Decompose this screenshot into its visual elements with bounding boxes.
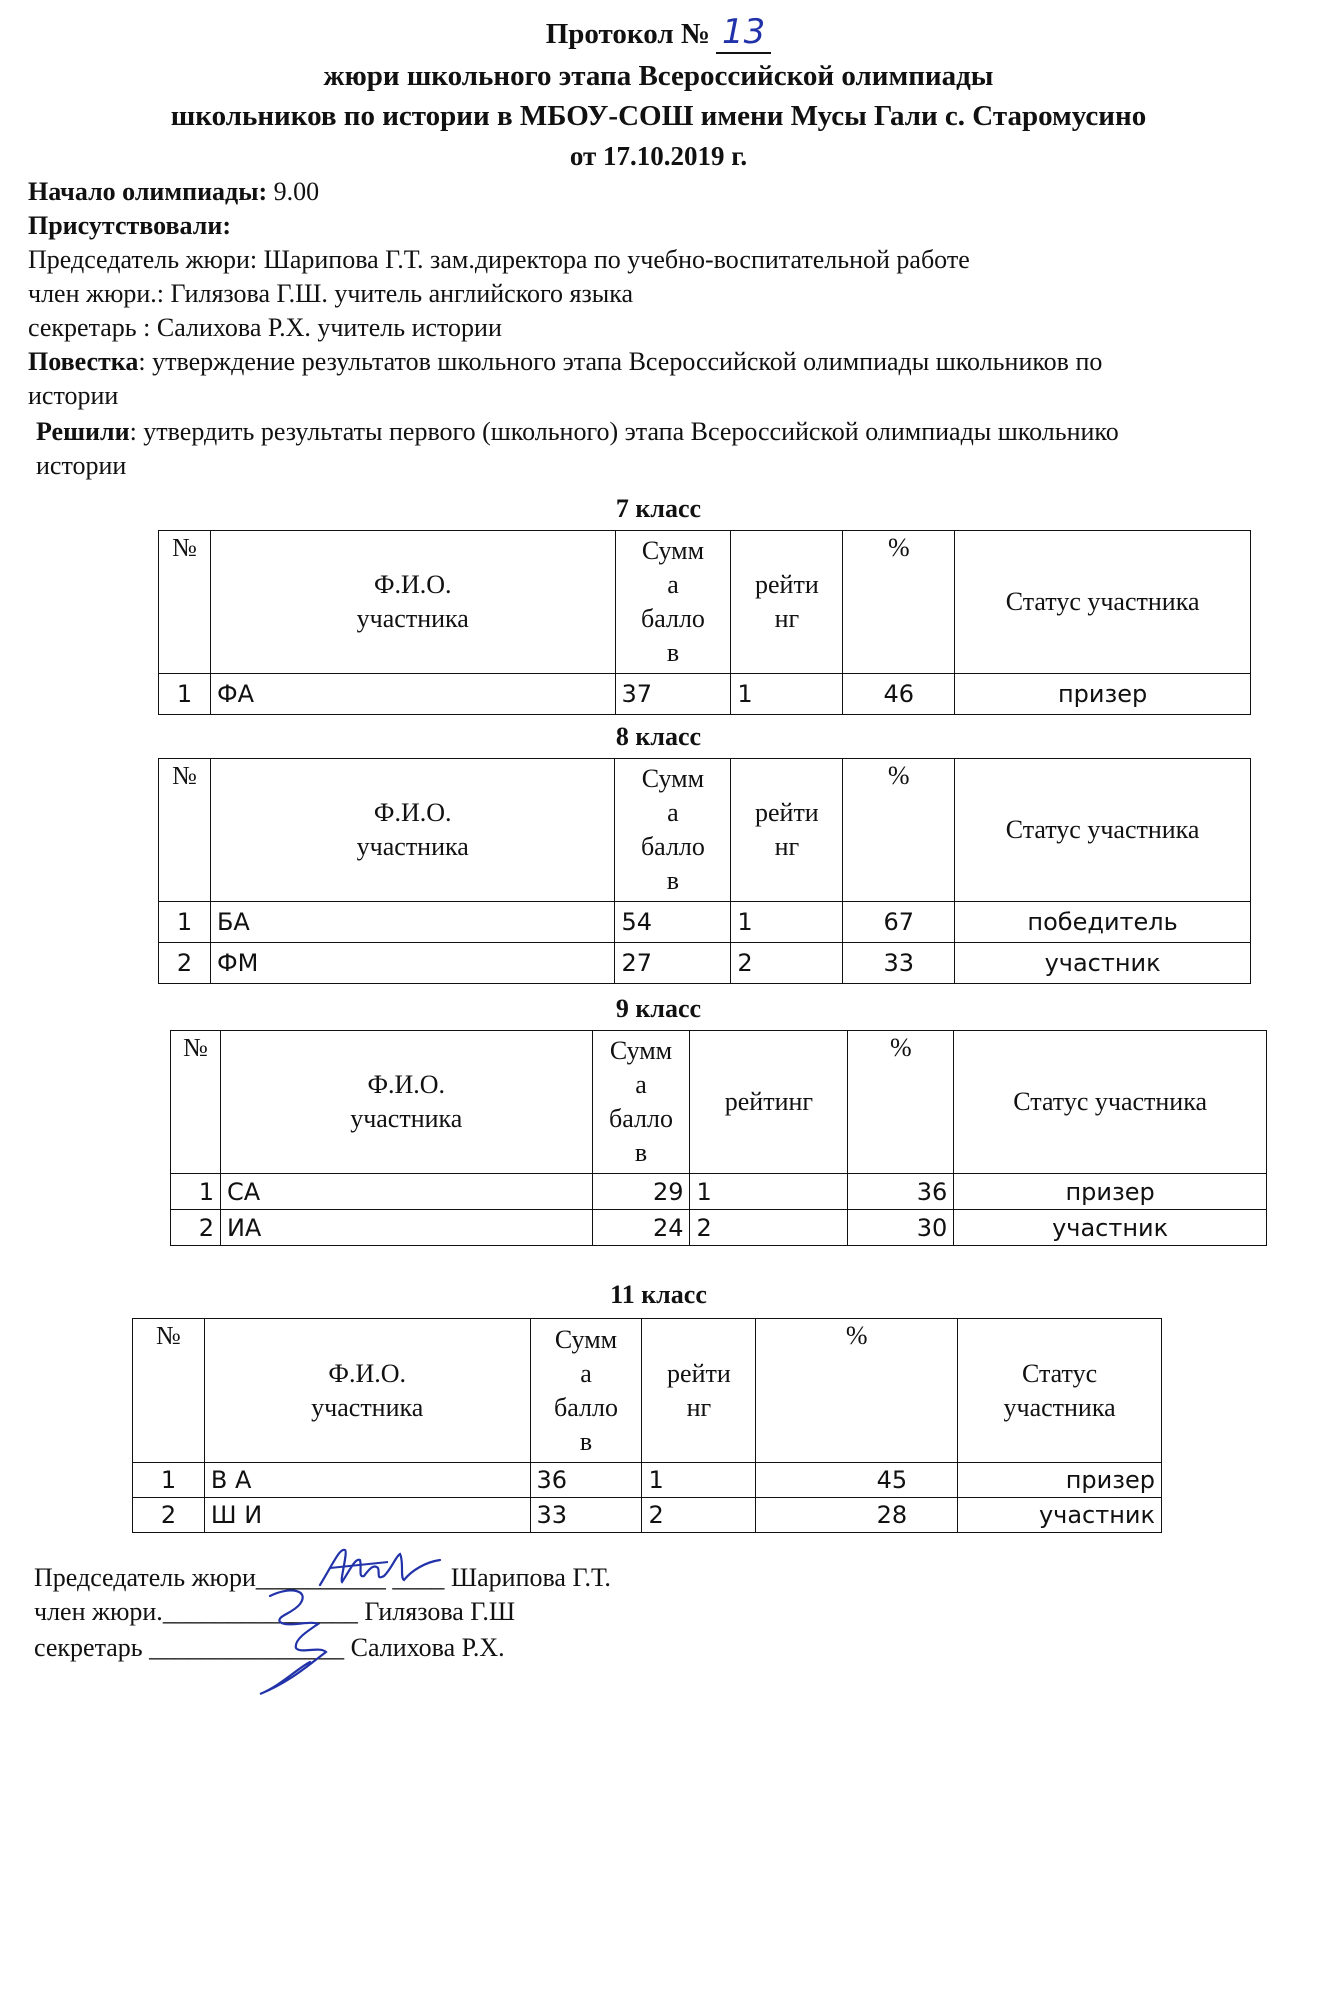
col-percent: %	[843, 759, 955, 902]
col-num: №	[159, 759, 211, 902]
table-row	[159, 902, 1251, 943]
start-line	[28, 176, 319, 208]
table-row	[159, 943, 1251, 984]
col-fio-2: участника	[356, 604, 469, 633]
cell-status: участник	[958, 1498, 1162, 1533]
col-sum-2: а	[667, 798, 679, 827]
cell-sum: 29	[592, 1174, 690, 1210]
member-line: член жюри.: Гилязова Г.Ш. учитель английского языка	[28, 279, 634, 308]
cell-name: БА	[210, 902, 615, 943]
col-rating	[642, 1319, 756, 1463]
start-label: Начало олимпиады:	[28, 177, 268, 206]
cell-status: призер	[955, 674, 1251, 715]
col-sum-4: в	[666, 866, 680, 895]
col-sum-1: Сумм	[641, 536, 705, 565]
cell-percent: 33	[843, 943, 955, 984]
col-percent: %	[848, 1031, 954, 1174]
col-rating-1: рейти	[755, 570, 819, 599]
col-sum-3: балло	[609, 1104, 673, 1133]
col-fio	[210, 759, 615, 902]
decided-text: : утвердить результаты первого (школьного) этапа Всероссийской олимпиады школьнико	[129, 417, 1119, 446]
cell-rating: 1	[642, 1463, 756, 1498]
col-sum	[592, 1031, 690, 1174]
protocol-label: Протокол №	[545, 18, 710, 50]
cell-rating: 1	[731, 674, 843, 715]
cell-name: В А	[204, 1463, 530, 1498]
col-rating-1: рейти	[667, 1358, 731, 1388]
decided-line-2: истории	[36, 451, 127, 480]
chair-line: Председатель жюри: Шарипова Г.Т. зам.директора по учебно-воспитательной работе	[28, 245, 970, 274]
col-sum-1: Сумм	[609, 1036, 673, 1065]
class-8-title: 8 класс	[615, 722, 702, 751]
col-fio-2: участника	[311, 1392, 424, 1422]
cell-rating: 2	[690, 1210, 848, 1246]
cell-status: участник	[954, 1210, 1267, 1246]
col-fio	[204, 1319, 530, 1463]
col-num: №	[159, 531, 211, 674]
col-fio-2: участника	[356, 832, 469, 861]
cell-num: 1	[171, 1174, 221, 1210]
col-sum-2: а	[667, 570, 679, 599]
cell-percent: 36	[848, 1174, 954, 1210]
agenda-label: Повестка	[28, 347, 139, 376]
sig-secretary-label: секретарь	[34, 1633, 150, 1662]
cell-num: 1	[133, 1463, 205, 1498]
header-line-3: школьников по истории в МБОУ-СОШ имени Мусы Гали с. Старомусино	[170, 100, 1147, 132]
col-status: Статус участника	[954, 1031, 1267, 1174]
col-sum-3: балло	[554, 1392, 618, 1422]
col-num: №	[133, 1319, 205, 1463]
cell-sum: 54	[615, 902, 731, 943]
sig-chair-name: Шарипова Г.Т.	[444, 1563, 611, 1592]
cell-name: ИА	[220, 1210, 592, 1246]
cell-rating: 1	[731, 902, 843, 943]
header-line-2: жюри школьного этапа Всероссийской олимпиады	[323, 60, 994, 92]
col-fio-1: Ф.И.О.	[367, 1070, 446, 1099]
cell-num: 2	[171, 1210, 221, 1246]
class-9-title: 9 класс	[615, 994, 702, 1023]
sig-member-blank: _______________	[162, 1597, 358, 1626]
table-row	[133, 1498, 1162, 1533]
col-sum	[615, 531, 731, 674]
col-num: №	[171, 1031, 221, 1174]
col-sum-3: балло	[640, 604, 705, 633]
cell-status: призер	[954, 1174, 1267, 1210]
col-rating-2: нг	[774, 832, 800, 861]
agenda-text: : утверждение результатов школьного этапа Всероссийской олимпиады школьников по	[138, 347, 1103, 376]
col-rating-1: рейти	[754, 798, 819, 827]
col-status: Статус участника	[955, 759, 1251, 902]
col-sum	[615, 759, 731, 902]
table-row	[133, 1463, 1162, 1498]
col-sum-2: а	[635, 1070, 647, 1099]
cell-name: ФМ	[210, 943, 615, 984]
cell-status: победитель	[955, 902, 1251, 943]
decided-label: Решили	[36, 417, 130, 446]
results-table-8	[158, 758, 1251, 984]
cell-name: СА	[220, 1174, 592, 1210]
header-date: от 17.10.2019 г.	[569, 141, 748, 171]
cell-sum: 27	[615, 943, 731, 984]
cell-percent: 67	[843, 902, 955, 943]
cell-num: 1	[159, 902, 211, 943]
cell-rating: 2	[731, 943, 843, 984]
cell-rating: 2	[642, 1498, 756, 1533]
cell-sum: 37	[615, 674, 731, 715]
col-status-2: участника	[1003, 1392, 1116, 1422]
col-fio-2: участника	[350, 1104, 463, 1133]
col-rating	[731, 759, 843, 902]
class-11-title: 11 класс	[610, 1280, 707, 1309]
sig-member-name: Гилязова Г.Ш	[357, 1597, 516, 1626]
col-fio	[210, 531, 615, 674]
col-rating: рейтинг	[690, 1031, 848, 1174]
cell-percent: 46	[843, 674, 955, 715]
col-fio-1: Ф.И.О.	[328, 1358, 407, 1388]
decided-line	[36, 416, 1119, 448]
sig-member-label: член жюри.	[34, 1597, 163, 1626]
cell-sum: 24	[592, 1210, 690, 1246]
table-row	[171, 1174, 1267, 1210]
sig-chair-blank: __________ ____	[255, 1563, 445, 1592]
results-table-7	[158, 530, 1251, 715]
secretary-line: секретарь : Салихова Р.Х. учитель истории	[28, 313, 502, 342]
table-row	[171, 1210, 1267, 1246]
cell-percent: 30	[848, 1210, 954, 1246]
col-sum-4: в	[579, 1426, 593, 1456]
col-fio-1: Ф.И.О.	[373, 570, 452, 599]
cell-name: Ш И	[204, 1498, 530, 1533]
protocol-number: 13	[716, 12, 771, 54]
results-table-11	[132, 1318, 1162, 1533]
cell-num: 2	[159, 943, 211, 984]
start-value: 9.00	[267, 177, 320, 206]
agenda-line	[28, 346, 1102, 378]
col-rating	[731, 531, 843, 674]
col-sum-2: а	[580, 1358, 592, 1388]
class-7-title: 7 класс	[615, 494, 702, 523]
cell-sum: 33	[530, 1498, 642, 1533]
cell-name: ФА	[210, 674, 615, 715]
col-sum-4: в	[666, 638, 680, 667]
col-percent: %	[756, 1319, 958, 1463]
results-table-9	[170, 1030, 1267, 1246]
col-rating-2: нг	[686, 1392, 712, 1422]
col-sum-1: Сумм	[554, 1324, 618, 1354]
protocol-title	[0, 14, 1317, 52]
cell-num: 1	[159, 674, 211, 715]
cell-num: 2	[133, 1498, 205, 1533]
col-sum-4: в	[634, 1138, 648, 1167]
col-fio-1: Ф.И.О.	[373, 798, 452, 827]
col-fio	[220, 1031, 592, 1174]
cell-sum: 36	[530, 1463, 642, 1498]
table-row	[159, 674, 1251, 715]
sig-chair-label: Председатель жюри	[34, 1563, 256, 1592]
col-percent: %	[843, 531, 955, 674]
cell-percent: 45	[756, 1463, 958, 1498]
cell-status: участник	[955, 943, 1251, 984]
col-status: Статус участника	[955, 531, 1251, 674]
sig-secretary-name: Салихова Р.Х.	[344, 1633, 505, 1662]
cell-percent: 28	[756, 1498, 958, 1533]
col-sum-1: Сумм	[641, 764, 705, 793]
cell-status: призер	[958, 1463, 1162, 1498]
col-rating-2: нг	[774, 604, 800, 633]
col-status	[958, 1319, 1162, 1463]
col-sum	[530, 1319, 642, 1463]
member-signature-icon	[240, 1582, 350, 1702]
cell-rating: 1	[690, 1174, 848, 1210]
col-sum-3: балло	[640, 832, 705, 861]
present-label: Присутствовали:	[28, 211, 231, 240]
present-line	[28, 210, 231, 242]
col-status-1: Статус	[1022, 1358, 1098, 1388]
agenda-line-2: истории	[28, 381, 119, 410]
sig-secretary-blank: _______________	[149, 1633, 345, 1662]
